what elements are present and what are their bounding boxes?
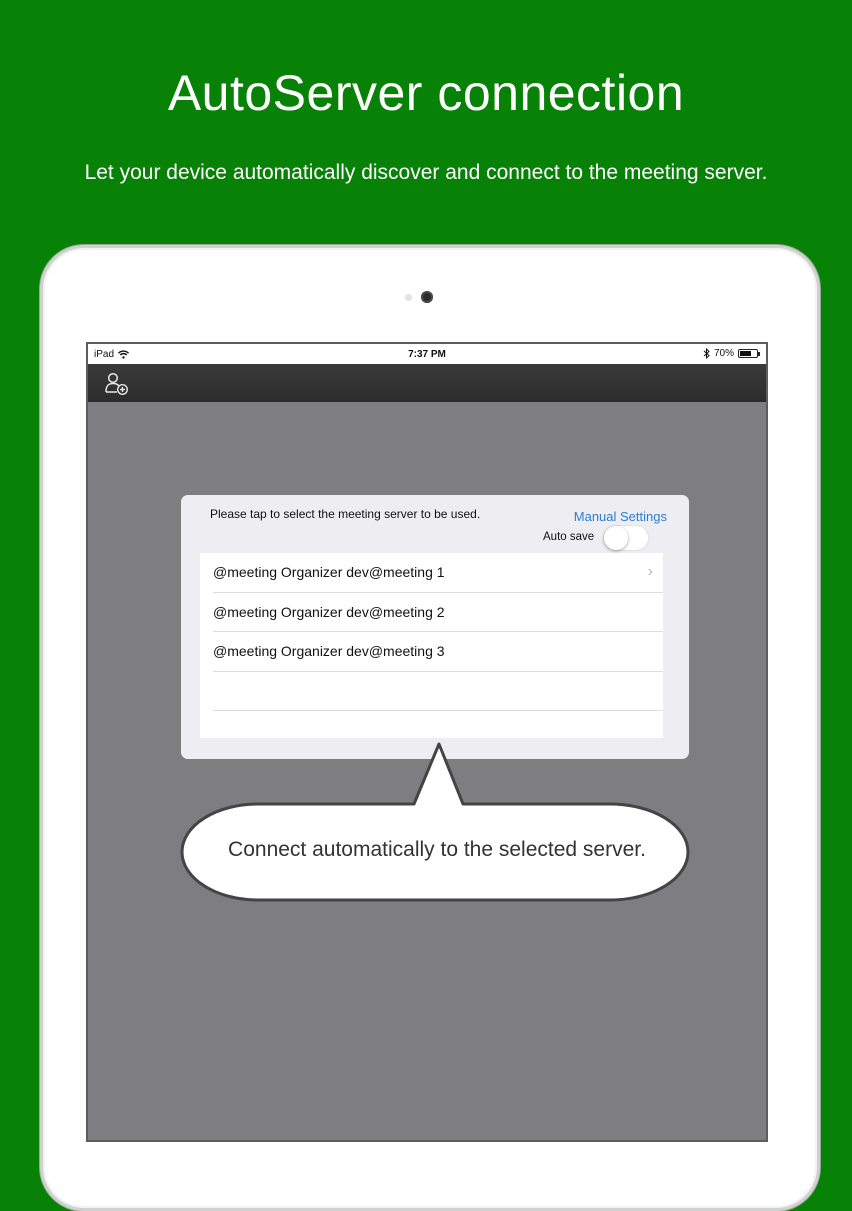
bluetooth-icon: [703, 348, 710, 359]
server-row[interactable]: [213, 593, 663, 633]
status-time: 7:37 PM: [408, 349, 446, 360]
server-select-dialog: [181, 495, 689, 759]
callout-bubble: [180, 742, 694, 904]
battery-nub: [758, 352, 760, 356]
user-add-icon[interactable]: [104, 372, 130, 396]
front-camera: [421, 291, 433, 303]
dialog-prompt: Please tap to select the meeting server to be used.: [210, 507, 481, 521]
battery-fill: [740, 351, 751, 356]
headline: AutoServer connection: [167, 65, 685, 121]
auto-save-label: Auto save: [543, 531, 595, 543]
server-row[interactable]: [213, 553, 663, 593]
callout-outline: [182, 744, 688, 900]
manual-settings-link[interactable]: Manual Settings: [573, 509, 667, 524]
server-row-label: @meeting Organizer dev@meeting 3: [213, 643, 445, 659]
server-row: [213, 672, 663, 712]
server-row-label: @meeting Organizer dev@meeting 2: [213, 603, 445, 620]
server-row-label: @meeting Organizer dev@meeting 1: [213, 564, 445, 580]
battery-icon: [738, 349, 758, 358]
callout-text: Connect automatically to the selected server.: [228, 838, 646, 861]
status-right: [703, 348, 758, 359]
auto-save-toggle[interactable]: [603, 525, 649, 551]
toggle-knob: [604, 526, 628, 550]
nav-bar: [88, 364, 766, 402]
device-name: iPad: [94, 349, 115, 360]
battery-percent: 70%: [713, 348, 734, 359]
chevron-right-icon: ›: [647, 563, 653, 580]
status-bar: [88, 344, 766, 364]
server-list: [200, 553, 663, 738]
ambient-sensor: [405, 294, 412, 301]
subheadline: Let your device automatically discover and connect to the meeting server.: [84, 161, 768, 184]
server-row[interactable]: [213, 632, 663, 672]
